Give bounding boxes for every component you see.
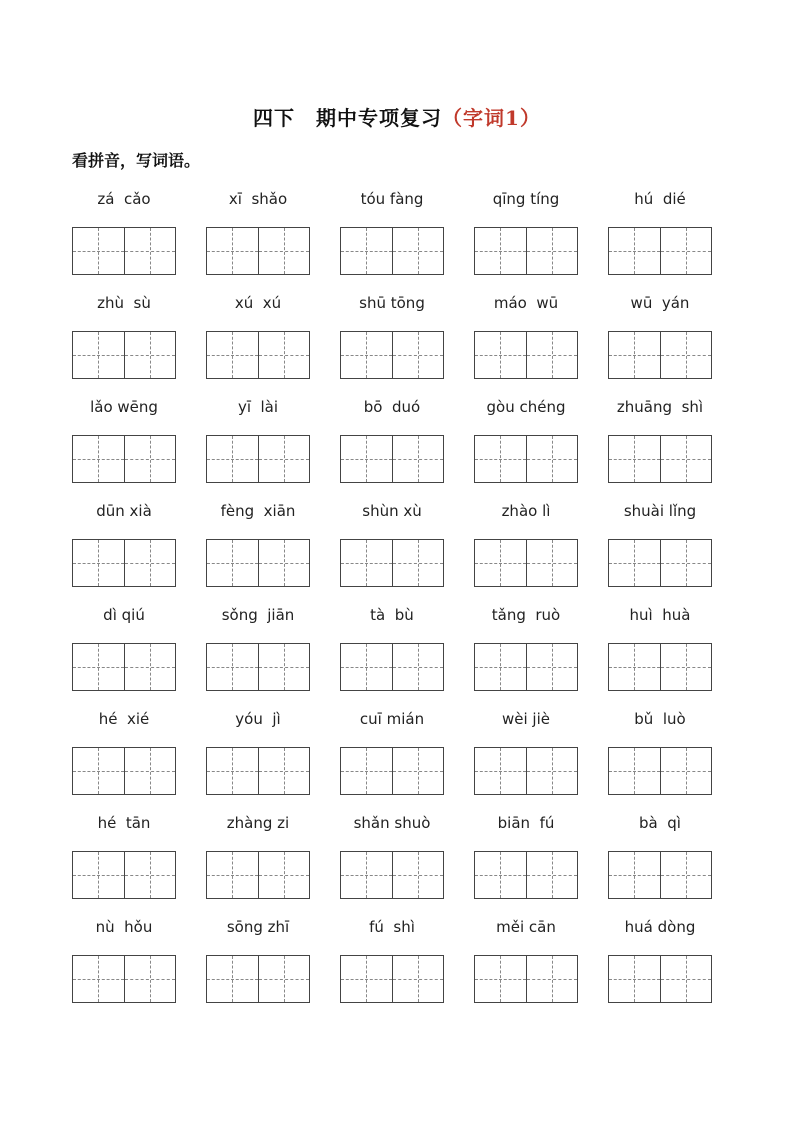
pinyin-label: gòu chéng [486,398,566,416]
guide-line-horizontal [207,875,258,876]
tianzige-cell[interactable] [340,747,393,795]
exercise-item [340,606,444,710]
guide-line-horizontal [259,563,310,564]
exercise-item [72,710,176,814]
writing-box-pair [474,643,578,691]
tianzige-cell[interactable] [340,331,393,379]
tianzige-cell[interactable] [527,643,579,691]
exercise-item [474,398,578,502]
exercise-item [206,502,310,606]
writing-box-pair [608,331,712,379]
pinyin-label: fèng xiān [220,502,296,520]
tianzige-cell[interactable] [206,435,259,483]
exercise-item [206,814,310,918]
tianzige-cell[interactable] [661,435,713,483]
pinyin-label: zhuāng shì [616,398,704,416]
tianzige-cell[interactable] [527,331,579,379]
tianzige-cell[interactable] [661,851,713,899]
tianzige-cell[interactable] [474,747,527,795]
tianzige-cell[interactable] [72,539,125,587]
guide-line-horizontal [207,355,258,356]
tianzige-cell[interactable] [527,539,579,587]
tianzige-cell[interactable] [608,227,661,275]
guide-line-horizontal [73,355,124,356]
guide-line-horizontal [609,771,660,772]
pinyin-label: nù hǒu [95,918,153,936]
guide-line-horizontal [475,667,526,668]
guide-line-horizontal [125,771,176,772]
tianzige-cell[interactable] [608,435,661,483]
tianzige-cell[interactable] [340,227,393,275]
exercise-item [608,918,712,1022]
writing-box-pair [206,643,310,691]
tianzige-cell[interactable] [125,955,177,1003]
tianzige-cell[interactable] [206,955,259,1003]
guide-line-horizontal [259,979,310,980]
tianzige-cell[interactable] [206,747,259,795]
writing-box-pair [72,435,176,483]
pinyin-label: zhào lì [501,502,551,520]
tianzige-cell[interactable] [661,955,713,1003]
tianzige-cell[interactable] [474,227,527,275]
guide-line-horizontal [73,875,124,876]
guide-line-horizontal [207,771,258,772]
tianzige-cell[interactable] [125,331,177,379]
tianzige-cell[interactable] [393,643,445,691]
writing-box-pair [340,227,444,275]
guide-line-horizontal [125,875,176,876]
guide-line-horizontal [207,667,258,668]
writing-box-pair [72,747,176,795]
guide-line-horizontal [527,251,578,252]
guide-line-horizontal [661,563,712,564]
writing-box-pair [608,955,712,1003]
pinyin-label: qīng tíng [492,190,560,208]
writing-box-pair [72,539,176,587]
guide-line-horizontal [661,667,712,668]
pinyin-label: zhù sù [97,294,151,312]
tianzige-cell[interactable] [527,747,579,795]
tianzige-cell[interactable] [661,747,713,795]
writing-box-pair [72,227,176,275]
pinyin-label: máo wū [493,294,559,312]
tianzige-cell[interactable] [393,851,445,899]
exercise-item [72,502,176,606]
pinyin-label: wèi jiè [502,710,550,728]
guide-line-horizontal [341,251,392,252]
tianzige-cell[interactable] [608,643,661,691]
guide-line-horizontal [393,875,444,876]
guide-line-horizontal [609,979,660,980]
guide-line-horizontal [609,875,660,876]
guide-line-horizontal [609,355,660,356]
writing-box-pair [206,747,310,795]
exercise-item [340,190,444,294]
tianzige-cell[interactable] [474,331,527,379]
pinyin-exercise-grid [72,190,712,1022]
tianzige-cell[interactable] [608,331,661,379]
writing-box-pair [340,435,444,483]
pinyin-label: biān fú [497,814,555,832]
guide-line-horizontal [661,875,712,876]
guide-line-horizontal [527,667,578,668]
tianzige-cell[interactable] [206,851,259,899]
exercise-item [608,814,712,918]
tianzige-cell[interactable] [661,643,713,691]
tianzige-cell[interactable] [393,227,445,275]
tianzige-cell[interactable] [340,851,393,899]
writing-box-pair [474,227,578,275]
exercise-item [206,398,310,502]
pinyin-label: sǒng jiān [221,606,295,624]
pinyin-label: yī lài [237,398,279,416]
guide-line-horizontal [341,979,392,980]
guide-line-horizontal [475,563,526,564]
pinyin-label: fú shì [369,918,415,936]
guide-line-horizontal [73,771,124,772]
exercise-item [206,190,310,294]
writing-box-pair [474,851,578,899]
exercise-item [608,606,712,710]
exercise-item [474,918,578,1022]
pinyin-label: xú xú [234,294,282,312]
pinyin-label: wū yán [630,294,690,312]
exercise-item [340,502,444,606]
writing-box-pair [206,227,310,275]
tianzige-cell[interactable] [259,331,311,379]
tianzige-cell[interactable] [474,851,527,899]
exercise-item [474,606,578,710]
pinyin-label: tóu fàng [360,190,424,208]
guide-line-horizontal [73,667,124,668]
tianzige-cell[interactable] [72,435,125,483]
tianzige-cell[interactable] [393,435,445,483]
tianzige-cell[interactable] [259,851,311,899]
guide-line-horizontal [475,251,526,252]
page-title-main: 四下 期中专项复习 [253,106,443,130]
guide-line-horizontal [125,355,176,356]
writing-box-pair [474,747,578,795]
exercise-item [72,398,176,502]
tianzige-cell[interactable] [393,747,445,795]
guide-line-horizontal [527,875,578,876]
exercise-item [72,190,176,294]
writing-box-pair [474,539,578,587]
guide-line-horizontal [661,771,712,772]
tianzige-cell[interactable] [340,539,393,587]
tianzige-cell[interactable] [259,539,311,587]
exercise-item [608,398,712,502]
writing-box-pair [608,643,712,691]
guide-line-horizontal [661,459,712,460]
guide-line-horizontal [125,251,176,252]
tianzige-cell[interactable] [661,539,713,587]
guide-line-horizontal [341,875,392,876]
guide-line-horizontal [609,459,660,460]
guide-line-horizontal [341,459,392,460]
exercise-item [608,294,712,398]
exercise-item [474,294,578,398]
pinyin-label: měi cān [496,918,556,936]
exercise-item [608,502,712,606]
writing-box-pair [206,331,310,379]
pinyin-label: xī shǎo [228,190,288,208]
writing-box-pair [340,747,444,795]
guide-line-horizontal [259,459,310,460]
guide-line-horizontal [527,563,578,564]
tianzige-cell[interactable] [474,955,527,1003]
exercise-item [72,814,176,918]
tianzige-cell[interactable] [72,643,125,691]
tianzige-cell[interactable] [608,539,661,587]
guide-line-horizontal [125,459,176,460]
guide-line-horizontal [259,667,310,668]
guide-line-horizontal [527,979,578,980]
pinyin-label: tǎng ruò [491,606,561,624]
tianzige-cell[interactable] [527,435,579,483]
writing-box-pair [72,643,176,691]
pinyin-label: tà bù [370,606,414,624]
page-title [0,102,794,131]
exercise-item [474,710,578,814]
exercise-item [340,814,444,918]
writing-box-pair [206,539,310,587]
tianzige-cell[interactable] [125,747,177,795]
guide-line-horizontal [393,251,444,252]
writing-box-pair [340,331,444,379]
tianzige-cell[interactable] [206,331,259,379]
pinyin-label: dūn xià [96,502,152,520]
tianzige-cell[interactable] [340,643,393,691]
tianzige-cell[interactable] [661,227,713,275]
tianzige-cell[interactable] [125,539,177,587]
writing-box-pair [206,851,310,899]
guide-line-horizontal [393,459,444,460]
exercise-item [474,814,578,918]
pinyin-label: lǎo wēng [90,398,158,416]
writing-box-pair [474,955,578,1003]
guide-line-horizontal [259,251,310,252]
tianzige-cell[interactable] [474,643,527,691]
pinyin-label: huì huà [629,606,691,624]
guide-line-horizontal [207,459,258,460]
tianzige-cell[interactable] [474,539,527,587]
tianzige-cell[interactable] [125,227,177,275]
guide-line-horizontal [609,667,660,668]
pinyin-label: hé tān [97,814,151,832]
exercise-item [72,918,176,1022]
guide-line-horizontal [207,251,258,252]
tianzige-cell[interactable] [608,747,661,795]
guide-line-horizontal [341,563,392,564]
exercise-item [206,294,310,398]
writing-box-pair [474,331,578,379]
tianzige-cell[interactable] [259,643,311,691]
pinyin-label: shū tōng [359,294,425,312]
guide-line-horizontal [259,875,310,876]
tianzige-cell[interactable] [72,851,125,899]
pinyin-label: huá dòng [624,918,696,936]
writing-box-pair [340,643,444,691]
writing-box-pair [340,955,444,1003]
writing-box-pair [608,747,712,795]
exercise-item [340,710,444,814]
guide-line-horizontal [393,979,444,980]
exercise-item [474,502,578,606]
pinyin-label: hé xié [98,710,150,728]
guide-line-horizontal [609,563,660,564]
writing-box-pair [72,331,176,379]
guide-line-horizontal [475,459,526,460]
tianzige-cell[interactable] [125,435,177,483]
pinyin-label: zá cǎo [97,190,151,208]
exercise-item [474,190,578,294]
guide-line-horizontal [341,355,392,356]
writing-box-pair [72,851,176,899]
guide-line-horizontal [393,563,444,564]
tianzige-cell[interactable] [340,435,393,483]
pinyin-label: bō duó [363,398,421,416]
tianzige-cell[interactable] [72,747,125,795]
tianzige-cell[interactable] [72,955,125,1003]
guide-line-horizontal [73,563,124,564]
guide-line-horizontal [527,355,578,356]
guide-line-horizontal [475,875,526,876]
guide-line-horizontal [661,355,712,356]
writing-box-pair [72,955,176,1003]
pinyin-label: shǎn shuò [353,814,431,832]
writing-box-pair [206,435,310,483]
tianzige-cell[interactable] [340,955,393,1003]
tianzige-cell[interactable] [206,227,259,275]
writing-box-pair [608,227,712,275]
guide-line-horizontal [73,251,124,252]
pinyin-label: bà qì [639,814,681,832]
exercise-item [340,294,444,398]
exercise-item [206,710,310,814]
instruction-text: 看拼音，写词语。 [72,151,201,170]
tianzige-cell[interactable] [393,955,445,1003]
tianzige-cell[interactable] [527,851,579,899]
writing-box-pair [206,955,310,1003]
guide-line-horizontal [393,355,444,356]
pinyin-label: cuī mián [359,710,425,728]
guide-line-horizontal [661,979,712,980]
exercise-item [206,606,310,710]
tianzige-cell[interactable] [474,435,527,483]
guide-line-horizontal [73,979,124,980]
guide-line-horizontal [207,979,258,980]
guide-line-horizontal [125,563,176,564]
guide-line-horizontal [661,251,712,252]
tianzige-cell[interactable] [259,747,311,795]
tianzige-cell[interactable] [72,227,125,275]
writing-box-pair [340,851,444,899]
guide-line-horizontal [475,979,526,980]
pinyin-label: zhàng zi [226,814,290,832]
tianzige-cell[interactable] [259,955,311,1003]
guide-line-horizontal [527,459,578,460]
tianzige-cell[interactable] [259,435,311,483]
exercise-item [340,398,444,502]
exercise-item [340,918,444,1022]
writing-box-pair [340,539,444,587]
guide-line-horizontal [393,771,444,772]
writing-box-pair [608,435,712,483]
tianzige-cell[interactable] [527,227,579,275]
tianzige-cell[interactable] [527,955,579,1003]
writing-box-pair [608,539,712,587]
page-title-sub: （字词1） [442,106,541,130]
pinyin-label: bǔ luò [634,710,686,728]
pinyin-label: shùn xù [362,502,422,520]
tianzige-cell[interactable] [125,643,177,691]
guide-line-horizontal [125,667,176,668]
guide-line-horizontal [341,771,392,772]
guide-line-horizontal [393,667,444,668]
tianzige-cell[interactable] [608,851,661,899]
exercise-item [72,294,176,398]
pinyin-label: shuài lǐng [623,502,697,520]
exercise-item [72,606,176,710]
tianzige-cell[interactable] [608,955,661,1003]
guide-line-horizontal [259,355,310,356]
tianzige-cell[interactable] [125,851,177,899]
tianzige-cell[interactable] [206,643,259,691]
tianzige-cell[interactable] [393,331,445,379]
tianzige-cell[interactable] [206,539,259,587]
exercise-item [608,190,712,294]
tianzige-cell[interactable] [661,331,713,379]
guide-line-horizontal [475,771,526,772]
guide-line-horizontal [259,771,310,772]
pinyin-label: hú dié [634,190,686,208]
guide-line-horizontal [125,979,176,980]
writing-box-pair [474,435,578,483]
pinyin-label: sōng zhī [226,918,290,936]
guide-line-horizontal [207,563,258,564]
guide-line-horizontal [73,459,124,460]
tianzige-cell[interactable] [393,539,445,587]
tianzige-cell[interactable] [259,227,311,275]
pinyin-label: yóu jì [235,710,281,728]
writing-box-pair [608,851,712,899]
tianzige-cell[interactable] [72,331,125,379]
guide-line-horizontal [341,667,392,668]
exercise-item [206,918,310,1022]
pinyin-label: dì qiú [103,606,145,624]
guide-line-horizontal [527,771,578,772]
guide-line-horizontal [609,251,660,252]
exercise-item [608,710,712,814]
guide-line-horizontal [475,355,526,356]
